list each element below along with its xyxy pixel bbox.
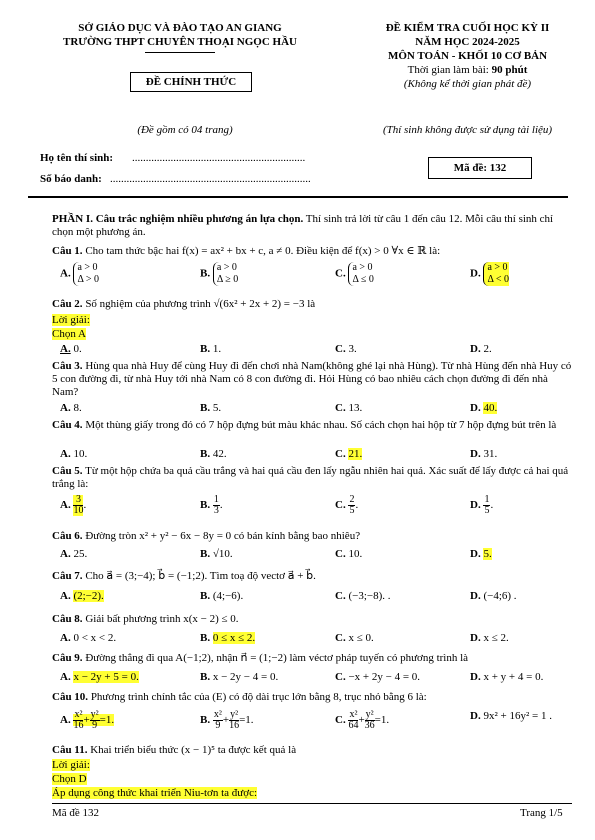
question-9 xyxy=(52,652,572,665)
q8-a-letter: A. xyxy=(60,632,71,644)
q1-label: Câu 1. xyxy=(52,245,83,257)
time-value: 90 phút xyxy=(491,64,528,76)
q8-option-d: D. x ≤ 2. xyxy=(470,632,509,644)
q8-options xyxy=(60,632,560,647)
q10-d-letter: D. xyxy=(470,710,481,722)
q1-option-a xyxy=(60,262,99,286)
q6-option-b: B. √10. xyxy=(200,548,233,560)
q8-a-value: 0 < x < 2 xyxy=(73,632,114,644)
q9-c-value: −x + 2y − 4 = 0 xyxy=(348,671,418,683)
q5-option-d: D. $\frac{1}{5}$ . xyxy=(470,494,494,516)
question-2 xyxy=(52,298,572,311)
q2-label: Câu 2. xyxy=(52,298,83,310)
q3-option-c: C. 13. xyxy=(335,402,363,414)
time-line xyxy=(360,64,575,76)
q10-a-letter: A. xyxy=(60,714,71,727)
sbd-label: Số báo danh: xyxy=(40,173,102,185)
q7-b-value: (4;−6) xyxy=(212,590,241,602)
name-dots: ............................................................... xyxy=(132,152,306,164)
q10-option-d: D. 9x² + 16y² = 1 . xyxy=(470,710,552,722)
q8-c-letter: C. xyxy=(335,632,346,644)
q4-option-d: D. 31. xyxy=(470,448,498,460)
q10-option-b: B. $\frac{\text{x²}}{9}$ + $\frac{\text{y²}}{16}$ =1. xyxy=(200,709,254,731)
q4-options xyxy=(60,448,560,463)
school-name: TRƯỜNG THPT CHUYÊN THOẠI NGỌC HẦU xyxy=(63,36,297,48)
q9-options xyxy=(60,671,560,686)
q2-c-value: 3. xyxy=(348,343,357,355)
q1-c-letter: C. xyxy=(335,267,346,280)
q6-label: Câu 6. xyxy=(52,530,83,542)
q11-label: Câu 11. xyxy=(52,744,88,756)
q6-option-d: D. 5. xyxy=(470,548,492,560)
q5-c-num: 2 xyxy=(349,494,355,505)
q5-d-num: 1 xyxy=(484,494,490,505)
q5-c-letter: C. xyxy=(335,499,346,512)
q2-pick xyxy=(52,328,572,341)
q3-c-value: 13 xyxy=(348,402,360,414)
q7-d-value: (−4;6) xyxy=(483,590,512,602)
q5-option-a: A. $\frac{3}{10}$ . xyxy=(60,494,87,516)
exam-title: ĐỀ KIỂM TRA CUỐI HỌC KỲ II xyxy=(385,22,550,34)
q6-option-c: C. 10. xyxy=(335,548,363,560)
q6-c-letter: C. xyxy=(335,548,346,560)
q3-text: Hùng qua nhà Huy để cùng Huy đi đến chơi nhà Nam(không ghé lại nhà Hùng). Từ nhà Hùng đến nhà Huy có 5 con đường đi, từ nhà Huy tới nhà Nam có 8 con đường đi. Hỏi Hùng có bao nhiêu cách chọn đường đi đến nhà Nam? xyxy=(52,360,572,398)
q3-b-letter: B. xyxy=(200,402,211,414)
q8-c-value: x ≤ 0 xyxy=(348,632,371,644)
question-8 xyxy=(52,613,572,626)
q5-b-den: 3 xyxy=(213,505,219,516)
q2-pick-text: Chọn A xyxy=(52,328,86,340)
q10-c-letter: C. xyxy=(335,714,346,727)
q4-c-letter: C. xyxy=(335,448,346,460)
q5-d-den: 5 xyxy=(484,505,490,516)
q1-option-d xyxy=(470,262,509,286)
q5-a-den: 10 xyxy=(73,505,84,516)
q6-b-letter: B. xyxy=(200,548,211,560)
q8-label: Câu 8. xyxy=(52,613,83,625)
q2-options xyxy=(60,343,560,358)
footer-page: Trang 1/5 xyxy=(520,807,563,819)
q10-b-letter: B. xyxy=(200,714,211,727)
q3-c-letter: C. xyxy=(335,402,346,414)
q1-d-line2: Δ < 0 xyxy=(487,274,509,285)
q11-text: Khai triển biểu thức (x − 1)⁵ ta được kết quả là xyxy=(87,744,297,756)
q10-a-x-den: 16 xyxy=(73,720,84,731)
q2-solution xyxy=(52,314,572,327)
q7-text: Cho a⃗ = (3;−4); b⃗ = (−1;2). Tìm toạ độ vectơ a⃗ + b⃗. xyxy=(82,570,316,582)
q10-b-y-num: y² xyxy=(230,709,239,720)
q4-d-value: 31 xyxy=(483,448,495,460)
q5-label: Câu 5. xyxy=(52,465,83,477)
q3-a-value: 8 xyxy=(73,402,79,414)
part1-heading xyxy=(52,213,572,239)
q9-d-letter: D. xyxy=(470,671,481,683)
q7-c-value: (−3;−8) xyxy=(348,590,383,602)
q4-option-a: A. 10. xyxy=(60,448,88,460)
q10-c-x-den: 64 xyxy=(348,720,359,731)
q9-c-letter: C. xyxy=(335,671,346,683)
q5-b-num: 1 xyxy=(213,494,219,505)
q8-b-value: 0 ≤ x ≤ 2 xyxy=(212,632,253,644)
q1-d-letter: D. xyxy=(470,267,481,280)
q6-option-a: A. 25. xyxy=(60,548,88,560)
q6-c-value: 10 xyxy=(348,548,360,560)
q10-d-value: 9x² + 16y² = 1 xyxy=(483,710,547,722)
q2-b-value: 1. xyxy=(212,343,222,355)
q10-b-y-den: 16 xyxy=(229,720,240,731)
department: SỞ GIÁO DỤC VÀ ĐÀO TẠO AN GIANG xyxy=(78,22,282,34)
q5-text: Từ một hộp chứa ba quả cầu trắng và hai quả cầu đen lấy ngẫu nhiên hai quả. Xác suất để lấy được cả hai quả trắng là: xyxy=(52,465,569,490)
q2-a-value: 0. xyxy=(73,343,82,355)
q6-d-letter: D. xyxy=(470,548,481,560)
footer-line xyxy=(52,803,572,804)
q1-b-line1: a > 0 xyxy=(216,262,237,273)
q1-b-line2: Δ ≥ 0 xyxy=(216,274,239,285)
q10-b-x-num: x² xyxy=(213,709,222,720)
exam-code-box: Mã đề: 132 xyxy=(428,157,532,179)
q5-option-b: B. $\frac{1}{3}$ . xyxy=(200,494,223,516)
q9-b-letter: B. xyxy=(200,671,211,683)
footer-code: Mã đề 132 xyxy=(52,807,100,819)
q9-a-letter: A. xyxy=(60,671,71,683)
q10-option-a: A. $\frac{\text{x²}}{16}$ + $\frac{\text{y²}}{9}$ =1. xyxy=(60,709,115,731)
q9-a-value: x − 2y + 5 = 0 xyxy=(73,671,137,683)
q6-b-value: √10 xyxy=(212,548,230,560)
q11-solution-label: Lời giải: xyxy=(52,759,90,771)
q10-c-y-den: 36 xyxy=(364,720,375,731)
q7-option-d: D. (−4;6) . xyxy=(470,590,517,602)
q3-d-value: 40 xyxy=(483,402,495,414)
q6-text: Đường tròn x² + y² − 6x − 8y = 0 có bán kính bằng bao nhiêu? xyxy=(82,530,361,542)
q5-a-num: 3 xyxy=(73,495,83,506)
q10-a-y-num: y² xyxy=(90,709,99,720)
q4-option-c: C. 21. xyxy=(335,448,363,460)
q1-option-c xyxy=(335,262,374,286)
q2-d-letter: D. xyxy=(470,343,481,355)
q11-pick xyxy=(52,773,572,786)
q3-label: Câu 3. xyxy=(52,360,83,372)
q1-option-b xyxy=(200,262,238,286)
q8-d-letter: D. xyxy=(470,632,481,644)
q3-options xyxy=(60,402,560,417)
q4-d-letter: D. xyxy=(470,448,481,460)
q8-option-b: B. 0 ≤ x ≤ 2. xyxy=(200,632,256,644)
q8-option-c: C. x ≤ 0. xyxy=(335,632,374,644)
q11-apply xyxy=(52,787,572,800)
q3-option-d: D. 40. xyxy=(470,402,498,414)
q2-solution-label: Lời giải: xyxy=(52,314,90,326)
q1-d-line1: a > 0 xyxy=(487,262,508,273)
q1-c-line1: a > 0 xyxy=(352,262,373,273)
pages-note: (Đề gồm có 04 trang) xyxy=(137,124,233,136)
q5-options xyxy=(60,495,560,525)
q4-text: Một thùng giấy trong đó có 7 hộp đựng bút màu khác nhau. Số cách chọn hai hộp từ 7 hộp đựng bút trên là xyxy=(82,419,557,431)
q4-label: Câu 4. xyxy=(52,419,83,431)
q1-options xyxy=(60,262,560,292)
q2-a-letter: A. xyxy=(60,343,71,355)
q3-option-b: B. 5. xyxy=(200,402,222,414)
q4-b-value: 42 xyxy=(212,448,224,460)
q5-d-letter: D. xyxy=(470,499,481,512)
q5-a-letter: A. xyxy=(60,499,71,512)
q3-a-letter: A. xyxy=(60,402,71,414)
q1-b-letter: B. xyxy=(200,267,211,280)
q7-label: Câu 7. xyxy=(52,570,83,582)
time-note: (Không kể thời gian phát đề) xyxy=(403,78,532,90)
q8-b-letter: B. xyxy=(200,632,211,644)
q6-d-value: 5 xyxy=(483,548,489,560)
q9-option-b: B. x − 2y − 4 = 0. xyxy=(200,671,279,683)
q10-option-c: C. $\frac{\text{x²}}{64}$ + $\frac{\text{y²}}{36}$ =1. xyxy=(335,709,390,731)
q3-option-a: A. 8. xyxy=(60,402,82,414)
q8-option-a: A. 0 < x < 2. xyxy=(60,632,117,644)
q7-option-c: C. (−3;−8). . xyxy=(335,590,391,602)
question-3 xyxy=(52,360,572,399)
q9-text: Đường thẳng đi qua A(−1;2), nhận n⃗ = (1;−2) làm véctơ pháp tuyến có phương trình là xyxy=(82,652,469,664)
q5-c-den: 5 xyxy=(349,505,355,516)
q3-b-value: 5 xyxy=(212,402,219,414)
question-1 xyxy=(52,245,572,258)
sbd-dots: ......................................................................... xyxy=(110,173,311,185)
q6-options xyxy=(60,548,560,563)
q2-text: Số nghiệm của phương trình √(6x² + 2x + 2) = −3 là xyxy=(82,298,316,310)
q9-d-value: x + y + 4 = 0 xyxy=(483,671,541,683)
q8-text: Giải bất phương trình x(x − 2) ≤ 0. xyxy=(82,613,239,625)
question-7 xyxy=(52,570,572,583)
q6-a-letter: A. xyxy=(60,548,71,560)
subject: MÔN TOÁN - KHỐI 10 CƠ BẢN xyxy=(387,50,548,62)
q10-c-y-num: y² xyxy=(365,709,374,720)
q11-apply-text: Áp dụng công thức khai triển Niu-tơn ta được: xyxy=(52,787,258,799)
official-box: ĐỀ CHÍNH THỨC xyxy=(130,72,252,92)
q11-pick-text: Chọn D xyxy=(52,773,87,785)
q10-text: Phương trình chính tắc của (E) có độ dài trục lớn bằng 8, trục nhỏ bằng 6 là: xyxy=(88,691,427,703)
time-label: Thời gian làm bài: xyxy=(407,64,492,76)
q2-option-c xyxy=(335,343,357,355)
q7-a-value: (2;−2) xyxy=(73,590,102,602)
q7-options xyxy=(60,590,560,605)
name-label: Họ tên thí sinh: xyxy=(40,152,114,164)
q1-a-line2: Δ > 0 xyxy=(77,274,99,285)
q4-a-value: 10 xyxy=(73,448,85,460)
q2-option-b xyxy=(200,343,221,355)
q4-a-letter: A. xyxy=(60,448,71,460)
q8-d-value: x ≤ 2 xyxy=(483,632,506,644)
q11-solution xyxy=(52,759,572,772)
q4-c-value: 21 xyxy=(348,448,360,460)
q1-a-line1: a > 0 xyxy=(77,262,98,273)
q1-c-line2: Δ ≤ 0 xyxy=(352,274,374,285)
q1-text: Cho tam thức bậc hai f(x) = ax² + bx + c, a ≠ 0. Điều kiện để f(x) > 0 ∀x ∈ ℝ là: xyxy=(82,245,441,257)
part1-desc: Thí sinh trả lời từ câu 1 đến câu 12. Mỗi câu thí sinh chỉ chọn một phương án. xyxy=(52,213,554,238)
q2-d-value: 2. xyxy=(483,343,492,355)
q7-option-a: A. (2;−2). xyxy=(60,590,104,602)
q1-a-letter: A. xyxy=(60,267,71,280)
header-separator xyxy=(28,196,568,198)
part1-title: PHẦN I. Câu trắc nghiệm nhiều phương án lựa chọn. xyxy=(52,213,304,225)
q4-b-letter: B. xyxy=(200,448,211,460)
q9-option-a: A. x − 2y + 5 = 0. xyxy=(60,671,139,683)
question-6 xyxy=(52,530,572,543)
q7-a-letter: A. xyxy=(60,590,71,602)
q2-c-letter: C. xyxy=(335,343,346,355)
q10-options xyxy=(60,710,560,740)
q6-a-value: 25 xyxy=(73,548,85,560)
no-docs-note: (Thí sinh không được sử dụng tài liệu) xyxy=(382,124,553,136)
q7-c-letter: C. xyxy=(335,590,346,602)
header-divider xyxy=(145,52,215,53)
q7-d-letter: D. xyxy=(470,590,481,602)
q7-b-letter: B. xyxy=(200,590,211,602)
q2-b-letter: B. xyxy=(200,343,211,355)
question-4 xyxy=(52,419,572,432)
q9-option-c: C. −x + 2y − 4 = 0. xyxy=(335,671,421,683)
q2-option-d xyxy=(470,343,492,355)
q3-d-letter: D. xyxy=(470,402,481,414)
q10-b-x-den: 9 xyxy=(215,720,221,731)
q10-a-x-num: x² xyxy=(74,709,83,720)
q10-a-y-den: 9 xyxy=(92,720,98,731)
question-11 xyxy=(52,744,572,757)
q9-b-value: x − 2y − 4 = 0 xyxy=(212,671,276,683)
q5-option-c: C. $\frac{2}{5}$ . xyxy=(335,494,359,516)
question-5 xyxy=(52,465,572,491)
school-year: NĂM HỌC 2024-2025 xyxy=(415,36,520,48)
q7-option-b: B. (4;−6). xyxy=(200,590,244,602)
q5-b-letter: B. xyxy=(200,499,211,512)
q4-option-b: B. 42. xyxy=(200,448,227,460)
question-10 xyxy=(52,691,572,704)
q9-label: Câu 9. xyxy=(52,652,83,664)
q9-option-d: D. x + y + 4 = 0. xyxy=(470,671,544,683)
q10-label: Câu 10. xyxy=(52,691,89,703)
q2-option-a xyxy=(60,343,82,355)
q10-c-x-num: x² xyxy=(349,709,358,720)
